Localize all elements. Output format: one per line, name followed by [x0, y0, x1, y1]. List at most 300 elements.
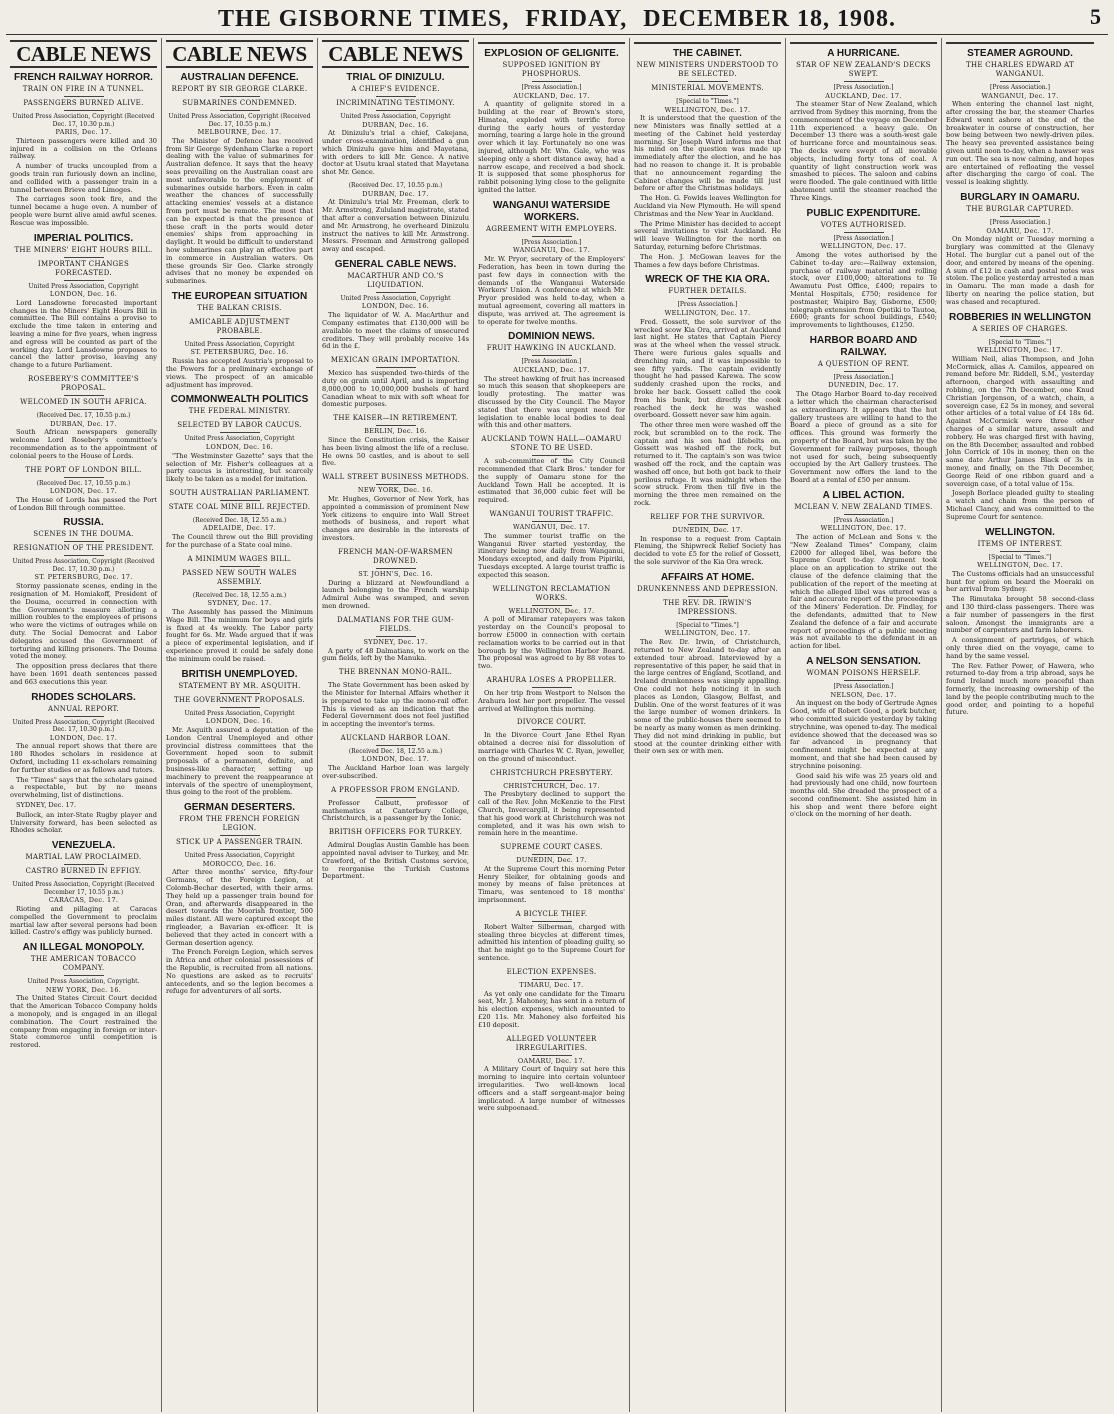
article-paragraph: After three months' service, fifty-four Germans, of the Foreign Legion, at Colomb-Bechar deserted, with their arms. They held up a passenger train bound for Oran, and afterwards disappeared in the desert towards the Moorish frontier, 500 miles distant. All were captured except the ringleader, a Bavarian ex-officer. It is believed that they acted in concert with a German desertion agency.: [166, 868, 313, 947]
article-paragraph: The carriages soon took fire, and the tunnel became a huge oven. A number of people were burnt alive amid awful scenes. Rescue was impossible.: [10, 195, 157, 227]
article: [322, 182, 469, 254]
article: [10, 233, 157, 370]
dateline: LONDON, Dec. 16.: [361, 302, 430, 311]
press-credit: United Press Association, Copyright: [184, 852, 295, 860]
press-credit: [Press Association.]: [521, 84, 582, 91]
article-paragraph: The House of Lords has passed the Port of London Bill through committee.: [10, 495, 157, 512]
dateline: MELBOURNE, Dec. 17.: [197, 128, 282, 136]
article-subheadline: MACARTHUR AND CO.'S LIQUIDATION.: [347, 271, 444, 289]
article-headline: IMPERIAL POLITICS.: [33, 232, 134, 244]
article-paragraph: South African newspapers generally welcome Lord Rosebery's committee's recommendation as to the appointment of colonial peers to the House of Lords.: [10, 428, 157, 460]
article-paragraph: The Assembly has passed the Minimum Wage Bill. The minimum for boys and girls is fixed at 4s weekly. The Labor party fought for 6s. Mr. Wade argued that it was a piece of experimental legislation, and if experience proved it could be safely done the minimum could be raised.: [166, 608, 313, 663]
column-6: [786, 38, 942, 1412]
press-credit: (Received Dec. 18, 12.55 a.m.): [192, 516, 287, 524]
article-paragraph: The action of McLean and Sons v. the "New Zealand Times" Company, claim £2000 for alleged libel, was before the Supreme Court to-day. Argument took place on an application to strike out the clause of the defence claiming that the publication of the report of the meeting at which the alleged libel was uttered was a fair and accurate report of the proceedings of the Miners' Federation. Dr. Findlay, for the defendants, admitted that to New Zealand the defence of a fair and accurate report of proceedings of a public meeting was not available to the defendant in an action for libel.: [790, 533, 937, 651]
divider: [532, 921, 572, 922]
article-paragraph: A number of trucks uncoupled from a goods train ran furiously down an incline, and collided with a passenger train in a tunnel between Brieve and Limoges.: [10, 162, 157, 194]
press-credit: United Press Association, Copyright.: [27, 978, 140, 986]
article: [634, 48, 781, 269]
press-credit: [Press Association.]: [990, 219, 1050, 227]
divider: [688, 298, 728, 299]
article-headline: WRECK OF THE KIA ORA.: [645, 274, 770, 286]
divider: [844, 371, 884, 372]
dateline: SYDNEY, Dec. 17.: [207, 599, 272, 608]
dateline: BERLIN, Dec. 16.: [364, 427, 427, 436]
divider: [532, 780, 572, 781]
article-subheadline: IMPORTANT CHANGES FORECASTED.: [37, 259, 130, 277]
article: [478, 585, 625, 671]
press-credit: [Press Association.]: [833, 516, 894, 524]
dateline: WELLINGTON, Dec. 17.: [977, 346, 1063, 355]
dateline: DURBAN, Dec. 17.: [50, 419, 117, 428]
article: [166, 802, 313, 996]
dateline: LONDON, Dec. 17.: [49, 733, 118, 742]
column-top-rule: [634, 42, 781, 44]
article-paragraph: Mr. W. Pryor, secretary of the Employers' Federation, has been in town during the past few days in connection with the demands of the Wanganui Waterside Workers' Union. A conference at which Mr. Pryor presided was held to-day, when a mutual agreement, covering all matters in dispute, was arrived at. The agreement is to operate for twelve months.: [478, 255, 625, 326]
divider: [376, 110, 416, 111]
article: [322, 259, 469, 351]
divider: [220, 835, 260, 836]
article: [634, 572, 781, 756]
article-paragraph: A Military Court of Inquiry sat here this morning to inquire into certain volunteer irregularities. Two well-known local officers and a staff sergeant-major being implicated. A large number of witnesses were subpoenaed.: [478, 1065, 625, 1113]
divider: [376, 96, 416, 97]
article-headline: WELLINGTON.: [985, 526, 1055, 538]
article-paragraph: Admiral Douglas Austin Gamble has been appointed naval adviser to Turkey, and Mr. Crawford, of the British Customs service, to reorganise the Turkish Customs Department.: [322, 841, 469, 881]
article-headline: AN ILLEGAL MONOPOLY.: [22, 942, 145, 954]
divider: [376, 679, 416, 680]
article: [10, 375, 157, 460]
article-paragraph: During a blizzard at Newfoundland a launch belonging to the French warship Admiral Aube was swamped, and seven men drowned.: [322, 578, 469, 610]
article-subheadline: FURTHER DETAILS.: [668, 287, 747, 296]
divider: [64, 716, 104, 717]
article-paragraph: The other three men were washed off the rock, but scrambled on to the rock. The captain and his son had lifebelts on. Gossett was washed off the rock, but returned to it. The captain's son was twice washed off the rock, and the captain was washed off once, but both got back to their perilous refuge. It was midnight when the scow struck. From then till five in the morning the three men remained on the rock.: [634, 421, 781, 508]
dateline: WELLINGTON, Dec. 17.: [664, 308, 751, 317]
article-paragraph: The Otago Harbor Board to-day received a letter which the chairman characterised as extraordinary. It appears that the hut gallery trustees are willing to hand to the Board a piece of ground as a site for offices. This ground was formerly the property of the Board, but was taken by the Government for railway purposes, though not used for such, being subsequently occupied by the Art Gallery trustees. The Government now offers the land to the Board at a rental of £50 per annum.: [790, 390, 937, 484]
article-paragraph: A poll of Miramar ratepayers was taken yesterday on the Council's proposal to borrow £5000 in connection with certain reclamation works to be carried out in that borough by the Wellington Harbor Board. The proposal was agreed to by 88 votes to two.: [478, 615, 625, 671]
press-credit: United Press Association, Copyright: [184, 435, 295, 443]
article-paragraph: Lord Lansdowne forecasted important changes in the Miners' Eight Hours Bill in committee. The Bill contains a proviso to exclude the time taken in entering and leaving a mine for five years, when ingress and egress will be counted as part of the working day. Lord Lansdowne proposes to cancel the latter proviso, leaving any change to a future Parliament.: [10, 298, 157, 370]
article-paragraph: The French Foreign Legion, which serves in Africa and other colonial possessions of the Republic, is recruited from all nations. No questions are asked as to recruits' antecedents, and so the legion becomes a refuge for adventurers of all sorts.: [166, 948, 313, 996]
dateline: WELLINGTON, Dec. 17.: [977, 561, 1063, 570]
article-paragraph: The Hon. G. Fowlds leaves Wellington for Auckland via New Plymouth. He will spend Christmas and the New Year in Auckland.: [634, 194, 781, 218]
article-subheadline: PASSED NEW SOUTH WALES ASSEMBLY.: [182, 568, 297, 586]
article-subheadline: ITEMS OF INTEREST.: [977, 539, 1063, 548]
divider: [688, 524, 728, 525]
dateline: DURBAN, Dec. 16.: [362, 120, 429, 129]
article-subheadline: SOUTH AUSTRALIAN PARLIAMENT.: [169, 488, 310, 497]
dateline: WELLINGTON, Dec. 17.: [820, 242, 907, 251]
article-subheadline: RELIEF FOR THE SURVIVOR.: [649, 512, 766, 521]
article: [478, 843, 625, 905]
article-paragraph: The opposition press declares that there have been 1691 death sentences passed and 663 executions this year.: [10, 662, 157, 686]
press-credit: (Received Dec. 17, 10.55 p.m.): [36, 479, 131, 487]
article-headline: GENERAL CABLE NEWS.: [334, 258, 457, 270]
dateline: LONDON, Dec. 17.: [49, 487, 118, 496]
article-paragraph: In the Divorce Court Jane Ethel Ryan obtained a decree nisi for dissolution of marriage with Charles W. C. Ryan, jeweller, on the ground of misconduct.: [478, 731, 625, 763]
article: [322, 828, 469, 881]
divider: [220, 110, 260, 111]
article: [10, 466, 157, 513]
article: [322, 548, 469, 611]
column-7: [942, 38, 1098, 1412]
article-paragraph: The Rimutaka brought 58 second-class and 130 third-class passengers. There was a fair number of passengers in the first saloon. Amongst the immigrants are a number of carpenters and farm laborers.: [946, 595, 1094, 635]
divider: [1000, 216, 1040, 217]
article-paragraph: Russia has accepted Austria's proposal to the Powers for a preliminary exchange of views. The prospect of an amicable adjustment has improved.: [166, 357, 313, 389]
divider: [688, 81, 728, 82]
dateline: OAMARU, Dec. 17.: [517, 1056, 586, 1065]
article: [946, 48, 1094, 187]
dateline: DURBAN, Dec. 17.: [362, 189, 429, 198]
article: [166, 555, 313, 664]
article: [322, 786, 469, 823]
article-paragraph: William Neil, alias Thompson, and John McCormick, alias A. Camilos, appeared on remand before Mr. Riddell, S.M., yesterday afternoon, charged with assaulting and robbing, on the 7th December, one Knud Christian Jorgenson, of a watch, chain, a sovereign case, £2 5s in money, and several other articles of a total value of £4 18s 6d. Against McCormick were three other charges of a similar nature, assault and robbery. He was charged first with having, on the 8th December, assaulted and robbed John Corrick of 10s in money, then on the same date Arthur James Black of 3s in money, and finally, on the 7th December, George Reid of one ribbon guard and a sovereign case, of a total value of 15s.: [946, 354, 1094, 488]
article-paragraph: The annual report shows that there are 180 Rhodes scholars in residence at Oxford, including 11 ex-scholars remaining for further studies or as fellows and tutors.: [10, 742, 157, 774]
article-paragraph: Rioting and pillaging at Caracas compelled the Government to proclaim martial law after several persons had been killed. Castro's effigy was publicly burned.: [10, 904, 157, 937]
article-paragraph: A quantity of gelignite stored in a building at the rear of Brown's store, Himatea, exploded with terrific force during the early hours of yesterday morning, tearing a large hole in the ground over which it lay. Fortunately no one was injured, although Mr. Wm. Gale, who was sleeping only a short distance away, had a narrow escape, and received a bad shock. It is supposed that some phosphorus for rabbit poisoning lying close to the gelignite ignited the latter.: [478, 100, 625, 195]
article-paragraph: The State Government has been asked by the Minister for Internal Affairs whether it is prepared to take up the mono-rail offer. This is viewed as an indication that the Federal Government does not feel justified in accepting the inventor's terms.: [322, 681, 469, 729]
dateline: SYDNEY, Dec. 17.: [363, 637, 428, 646]
article-subheadline: WELLINGTON RECLAMATION WORKS.: [492, 584, 611, 602]
article: [322, 72, 469, 177]
dateline: ST. PETERSBURG, Dec. 16.: [190, 348, 289, 357]
press-credit: United Press Association, Copyright (Received Dec. 17, 10.30 p.m.): [12, 718, 155, 734]
divider: [220, 432, 260, 433]
article-subheadline: MARTIAL LAW PROCLAIMED.: [25, 853, 142, 862]
dateline: NEW YORK, Dec. 16.: [45, 985, 122, 994]
column-3: [318, 38, 474, 1412]
column-heading: CABLE NEWS: [166, 40, 313, 68]
dateline: MOROCCO, Dec. 16.: [202, 859, 277, 868]
divider: [532, 979, 572, 980]
divider: [532, 1055, 572, 1056]
article-headline: WANGANUI WATERSIDE WORKERS.: [492, 199, 611, 223]
article-subheadline: DIVORCE COURT.: [516, 718, 587, 727]
article-paragraph: When entering the channel last night, after crossing the bar, the steamer Charles Edward went ashore at the end of the breakwater in course of construction, her bow being between two newly-driven piles. The heavy sea prevented assistance being given until noon to-day, when a hawser was run out. The sea is now calming, and hopes are entertained of refloating the vessel after discharging the cargo of coal. The vessel is leaking slightly.: [946, 100, 1094, 187]
article: [322, 473, 469, 543]
article-subheadline: SUPPOSED IGNITION BY PHOSPHORUS.: [502, 61, 601, 78]
press-credit: (Received Dec. 17, 10.55 p.m.): [36, 412, 131, 420]
press-credit: [Special to "Times."]: [676, 98, 739, 105]
article-subheadline: THE FEDERAL MINISTRY.: [188, 407, 291, 416]
dateline: NELSON, Dec. 17.: [830, 690, 897, 699]
divider: [844, 514, 884, 515]
divider: [220, 589, 260, 590]
dateline: WELLINGTON, Dec. 17.: [820, 524, 907, 533]
article: [166, 72, 313, 286]
article-subheadline: ANNUAL REPORT.: [48, 704, 119, 713]
press-credit: [Special to "Times."]: [676, 621, 739, 629]
divider: [532, 521, 572, 522]
article-subheadline: A PROFESSOR FROM ENGLAND.: [331, 785, 460, 794]
article-subheadline: STATE COAL MINE BILL REJECTED.: [168, 502, 311, 511]
article-subheadline: PASSENGERS BURNED ALIVE.: [23, 99, 144, 107]
article-paragraph: The Prime Minister has decided to accept several invitations to visit Auckland. He will leave Wellington for the north on Saturday, returning before Christmas.: [634, 219, 781, 252]
article-subheadline: SUBMARINES CONDEMNED.: [182, 99, 297, 107]
divider: [220, 500, 260, 501]
article-paragraph: It is understood that the question of the new Ministers was finally settled at a meeting of the Cabinet held yesterday morning. Sir Joseph Ward informs me that his mind on the question was made up immediately after the election, and he has had no reason to change it. It is probable that no announcement regarding the Cabinet changes will be made till just before or after the Christmas holidays.: [634, 114, 781, 193]
article: [478, 331, 625, 430]
column-heading: CABLE NEWS: [10, 40, 157, 68]
divider: [64, 975, 104, 976]
article: [322, 356, 469, 409]
column-5: [630, 38, 786, 1412]
article-paragraph: Fred. Gossett, the sole survivor of the wrecked scow Kia Ora, arrived at Auckland last night. He states that Captain Piercy was at the wheel when the vessel struck. There were furious gales squalls and drenching rain, and it was impossible to see fifty yards. The captain evidently thought he had passed Karewa. The scow suddenly crashed upon the rocks, and broke her back. Gossett called the cook from his bunk, but directly the cook reached the deck he was washed overboard. Gossett never saw him again.: [634, 317, 781, 420]
article: [10, 72, 157, 228]
divider: [688, 619, 728, 620]
dateline: WELLINGTON, Dec. 17.: [508, 606, 595, 615]
press-credit: [Press Association.]: [990, 84, 1050, 91]
divider: [64, 477, 104, 478]
article-paragraph: As yet only one candidate for the Timaru seat, Mr. J. Mahoney, has sent in a return of his election expenses, which amounted to £20 11s. Mr. Mahoney also forfeited his £10 deposit.: [478, 989, 625, 1029]
article: [634, 274, 781, 507]
divider: [688, 596, 728, 597]
article-subheadline: ARAHURA LOSES A PROPELLER.: [486, 675, 617, 684]
article-subheadline: STICK UP A PASSENGER TRAIN.: [176, 838, 303, 847]
article-subheadline: THE MINERS' EIGHT HOURS BILL.: [14, 245, 153, 254]
article-headline: BURGLARY IN OAMARU.: [960, 192, 1080, 204]
divider: [64, 864, 104, 865]
article-subheadline: INCRIMINATING TESTIMONY.: [336, 99, 455, 107]
article: [634, 513, 781, 567]
article-paragraph: The summer tourist traffic on the Wanganui River started yesterday, the itinerary being now daily from Wanganui, Mondays excepted, and daily from Pipiriki, Tuesdays excepted. A large tourist traffic is expected this season.: [478, 531, 625, 579]
article-paragraph: Since the Constitution crisis, the Kaiser has been living almost the life of a recluse. He owns 50 castles, and is about to sell five.: [322, 436, 469, 468]
article-paragraph: Joseph Borlace pleaded guilty to stealing a watch and chain from the person of Michael Clancy, and was committed to the Supreme Court for sentence.: [946, 489, 1094, 521]
divider: [376, 568, 416, 569]
article-subheadline: AUCKLAND TOWN HALL—OAMARU STONE TO BE USED.: [481, 435, 622, 453]
article-headline: HARBOR BOARD AND RAILWAY.: [809, 334, 918, 358]
divider: [844, 232, 884, 233]
divider: [1000, 336, 1040, 337]
article-subheadline: ELECTION EXPENSES.: [506, 967, 597, 976]
press-credit: (Received Dec. 18, 12.55 a.m.): [192, 591, 287, 599]
article: [946, 527, 1094, 718]
article-paragraph: At Dinizulu's trial Mr. Freeman, clerk to Mr. Armstrong, Zululand magistrate, stated that after a conversation between Dinizulu and Mr. Armstrong, he overheard Dinizulu instruct the natives to kill Mr. Armstrong. Messrs. Freeman and Armstrong galloped away and escaped.: [322, 198, 469, 254]
press-credit: [Special to "Times."]: [988, 553, 1052, 561]
article: [790, 656, 937, 819]
dateline: DUNEDIN, Dec. 17.: [672, 525, 743, 534]
dateline: LONDON, Dec. 16.: [205, 717, 274, 726]
article-headline: TRIAL OF DINIZULU.: [346, 72, 445, 83]
dateline: LONDON, Dec. 16.: [205, 442, 274, 451]
article-subheadline: FROM THE FRENCH FOREIGN LEGION.: [179, 815, 300, 833]
article: [790, 490, 937, 651]
press-credit: (Received Dec. 18, 12.55 a.m.): [348, 747, 443, 755]
article-subheadline: STATEMENT BY MR. ASQUITH.: [178, 681, 301, 690]
article-headline: A HURRICANE.: [827, 48, 900, 59]
article-paragraph: Stormy passionate scenes, ending in the resignation of M. Homiakoff, President of the Douma, occurred in connection with the Government's measure allotting a million roubles to the employees of prisons who were the victims of outrages while on duty. The Social Democrat and Labor delegates accused the Government of torturing and killing prisoners. The Douma voted the money.: [10, 582, 157, 661]
article-paragraph: Good said his wife was 25 years old and had previously had one child, now fourteen months old. She dreaded the prospect of a second confinement. She assisted him in his shop and went there before eight o'clock on the morning of her death.: [790, 771, 937, 819]
divider: [64, 257, 104, 258]
article-paragraph: Thirteen passengers were killed and 30 injured in a collision on the Orleans railway.: [10, 136, 157, 161]
article-subheadline: FRUIT HAWKING IN AUCKLAND.: [486, 344, 617, 353]
masthead-date: DECEMBER 18, 1908.: [643, 5, 896, 32]
press-credit: [Press Association.]: [677, 301, 738, 309]
article-subheadline: CASTRO BURNED IN EFFIGY.: [25, 867, 142, 876]
article-subheadline: VOTES AUTHORISED.: [820, 220, 907, 229]
article: [166, 394, 313, 483]
press-credit: [Press Association.]: [521, 238, 582, 246]
divider: [376, 292, 416, 293]
article-subheadline: WALL STREET BUSINESS METHODS.: [322, 473, 469, 482]
article-paragraph: The Presbytery declined to support the call of the Rev. John McKenzie to the First Church, Invercargill, it being represented that his good work at Christchurch was not completed, and it was his own wish to remain here in the meantime.: [478, 790, 625, 838]
press-credit: United Press Association, Copyright (Received Dec. 17, 10.30 p.m.): [12, 558, 155, 573]
article: [478, 769, 625, 839]
press-credit: United Press Association, Copyright (Received Dec. 17, 10.30 p.m.): [12, 113, 155, 128]
article-paragraph: A sub-committee of the City Council recommended that Clark Bros.' tender for the supply of Oamaru stone for the Auckland Town Hall be accepted. It is estimated that 36,000 cubic feet will be required.: [478, 457, 625, 505]
article-paragraph: The Council threw out the Bill providing for the purchase of a State coal mine.: [166, 533, 313, 549]
dateline: AUCKLAND, Dec. 17.: [513, 365, 590, 374]
article: [478, 1035, 625, 1114]
article-headline: EXPLOSION OF GELIGNITE.: [484, 48, 619, 59]
article-subheadline: CHRISTCHURCH PRESBYTERY.: [490, 768, 613, 777]
article: [478, 200, 625, 326]
divider: [376, 839, 416, 840]
article-subheadline: SCENES IN THE DOUMA.: [33, 530, 134, 539]
article-subheadline: FRENCH MAN-OF-WARSMEN DROWNED.: [338, 547, 453, 565]
article-headline: PUBLIC EXPENDITURE.: [806, 207, 921, 219]
press-credit: (Received Dec. 17, 10.55 p.m.): [348, 182, 443, 190]
article-paragraph: The Rev. Father Power, of Hawera, who returned to-day from a trip abroad, says he found Ireland much more peaceful than formerly, the increasing ownership of the land by the people contributing much to the good order, and pointing to a hopeful future.: [946, 661, 1094, 717]
article: [946, 312, 1094, 522]
article-subheadline: AUCKLAND HARBOR LOAN.: [340, 733, 451, 742]
article-headline: VENEZUELA.: [51, 840, 116, 852]
article-headline: A NELSON SENSATION.: [806, 656, 921, 668]
article-subheadline: MCLEAN V. NEW ZEALAND TIMES.: [794, 502, 933, 511]
article-paragraph: On her trip from Westport to Nelson the Arahura lost her port propeller. The vessel arrived at Wellington this morning.: [478, 688, 625, 713]
article-subheadline: THE AMERICAN TOBACCO COMPANY.: [30, 955, 137, 973]
divider: [220, 849, 260, 850]
divider: [1000, 551, 1040, 552]
article-headline: COMMONWEALTH POLITICS: [170, 394, 309, 406]
article: [478, 910, 625, 963]
divider: [376, 484, 416, 485]
divider: [532, 355, 572, 356]
divider: [64, 96, 104, 97]
divider: [220, 514, 260, 515]
divider: [64, 409, 104, 410]
article-subheadline: SELECTED BY LABOR CAUCUS.: [177, 421, 302, 430]
article: [478, 676, 625, 713]
article-paragraph: Bullock, an inter-State Rugby player and University forward, has been selected as Rhodes scholar.: [10, 810, 157, 835]
article-headline: THE CABINET.: [673, 48, 742, 59]
dateline: WANGANUI, Dec. 17.: [512, 246, 591, 255]
divider: [64, 555, 104, 556]
dateline: CARACAS, Dec. 17.: [48, 896, 119, 905]
article: [478, 968, 625, 1030]
column-top-rule: [790, 42, 937, 44]
masthead-day: FRIDAY,: [525, 5, 628, 32]
article: [946, 192, 1094, 306]
article: [478, 510, 625, 580]
divider: [532, 687, 572, 688]
divider: [64, 395, 104, 396]
article-paragraph: Professor Calbutt, professor of mathematics at Canterbury College, Christchurch, is a passenger by the Ionic.: [322, 798, 469, 823]
divider: [532, 729, 572, 730]
press-credit: United Press Association, Copyright: [340, 294, 451, 302]
article-paragraph: Mr. Hughes, Governor of New York, has appointed a commission of prominent New York citizens to enquire into Wall Street methods of business, and report what changes are desirable in the interests of investors.: [322, 495, 469, 542]
article-headline: BRITISH UNEMPLOYED.: [181, 668, 298, 680]
article: [10, 692, 157, 836]
dateline: WELLINGTON, Dec. 17.: [664, 629, 751, 638]
article-subheadline: DALMATIANS FOR THE GUM-FIELDS.: [337, 615, 454, 633]
article-paragraph: A consignment of partridges, of which only three died on the voyage, came to hand by the same vessel.: [946, 636, 1094, 660]
article-subheadline: SUPREME COURT CASES.: [500, 843, 603, 852]
article-paragraph: Among the votes authorised by the Cabinet to-day are:—Railway extension, purchase of railway material and rolling stock, over £100,000; alterations to Te Awamutu Post Office, £400; repairs to Mental Hospitals, £750; residence for postmaster, Waipiro Bay, Gisborne, £500; telegraph extension from Opotiki to Tautoa, £600; grants for school buildings, £540; improvements to lighthouses, £1250.: [790, 250, 937, 330]
article-headline: STEAMER AGROUND.: [967, 48, 1073, 59]
article: [790, 335, 937, 485]
dateline: CHRISTCHURCH, Dec. 17.: [503, 781, 600, 790]
article-subheadline: WANGANUI TOURIST TRAFFIC.: [489, 509, 614, 518]
article-paragraph: The Rev. Dr. Irwin, of Christchurch, returned to New Zealand to-day after an extended tour abroad. Interviewed by a representative of this paper, he said that in the large centres of England, Scotland, and Ireland drunkenness was simply appalling. One could not help noticing it in such places as London, Glasgow, Belfast, and Dublin. One of the worst features of it was the large number of women drinkers. In some of the public-houses there seemed to be nearly as many women as men drinking. They did not mind drinking in public, but stood at the counter drinking either with their own sex or with men.: [634, 638, 781, 756]
article-headline: THE EUROPEAN SITUATION: [171, 290, 308, 302]
dateline: TIMARU, Dec. 17.: [519, 980, 584, 989]
page-number: 5: [1090, 4, 1102, 29]
article-subheadline: THE BRENNAN MONO-RAIL.: [338, 668, 453, 677]
article-paragraph: The liquidator of W. A. MacArthur and Company estimates that £130,000 will be available to meet the claims of unsecured creditors. They will probably receive 14s 6d in the £.: [322, 311, 469, 351]
article: [322, 734, 469, 781]
article-subheadline: NEW MINISTERS UNDERSTOOD TO BE SELECTED.: [636, 61, 779, 78]
divider: [220, 693, 260, 694]
divider: [220, 418, 260, 419]
article-subheadline: A SERIES OF CHARGES.: [972, 324, 1068, 333]
dateline: ADELAIDE, Dec. 17.: [203, 524, 276, 533]
article-headline: AUSTRALIAN DEFENCE.: [180, 72, 299, 83]
divider: [64, 541, 104, 542]
divider: [844, 81, 884, 82]
article-subheadline: THE BALKAN CRISIS.: [197, 303, 282, 312]
press-credit: United Press Association, Copyright (Received Dec. 17, 10.55 p.m.): [168, 113, 311, 128]
divider: [532, 81, 572, 82]
article-paragraph: An inquest on the body of Gertrude Agnes Good, wife of Robert Good, a pork butcher, who committed suicide yesterday by taking strychnine, was opened to-day. The medical evidence showed that the deceased was so far advanced in pregnancy that confinement might be expected at any moment, and that she had been caused by strychnine poisoning.: [790, 699, 938, 770]
article-subheadline: DRUNKENNESS AND DEPRESSION.: [636, 584, 779, 593]
article: [790, 208, 937, 330]
dateline: WANGANUI, Dec. 17.: [512, 522, 591, 531]
masthead-title: THE GISBORNE TIMES,: [218, 5, 510, 32]
article-paragraph: SYDNEY, Dec. 17.: [16, 800, 76, 809]
article-subheadline: ALLEGED VOLUNTEER IRREGULARITIES.: [506, 1034, 597, 1052]
press-credit: United Press Association, Copyright: [184, 340, 295, 348]
article: [166, 489, 313, 550]
article-subheadline: WELCOMED IN SOUTH AFRICA.: [20, 398, 147, 407]
dateline: LONDON, Dec. 17.: [361, 755, 430, 764]
divider: [1000, 81, 1040, 82]
article-subheadline: THE PORT OF LONDON BILL.: [25, 465, 142, 474]
divider: [376, 636, 416, 637]
article: [478, 718, 625, 763]
article-headline: AFFAIRS AT HOME.: [660, 571, 755, 583]
dateline: NEW YORK, Dec. 16.: [357, 486, 434, 495]
article-paragraph: At the Supreme Court this morning Peter Henry Sleiker, for obtaining goods and money by means of false pretences at Timaru, was sentenced to 18 months' imprisonment.: [478, 864, 625, 905]
article-headline: ROBBERIES IN WELLINGTON: [948, 311, 1092, 323]
press-credit: United Press Association, Copyright (Received December 17, 10.55 p.m.): [12, 881, 155, 896]
article-subheadline: REPORT BY SIR GEORGE CLARKE.: [171, 85, 308, 93]
divider: [376, 797, 416, 798]
article: [10, 840, 157, 937]
press-credit: United Press Association, Copyright: [184, 709, 295, 717]
press-credit: [Press Association.]: [833, 84, 894, 91]
column-2: [162, 38, 318, 1412]
column-heading: CABLE NEWS: [322, 40, 469, 68]
article-subheadline: THE KAISER—IN RETIREMENT.: [333, 414, 458, 423]
dateline: WANGANUI, Dec. 17.: [981, 91, 1059, 100]
article-subheadline: THE REV. DR. IRWIN'S IMPRESSIONS.: [663, 598, 752, 616]
article-subheadline: AGREEMENT WITH EMPLOYERS.: [485, 224, 618, 233]
dateline: OAMARU, Dec. 17.: [986, 226, 1054, 235]
divider: [64, 878, 104, 879]
article-subheadline: WOMAN POISONS HERSELF.: [806, 669, 921, 678]
article: [478, 435, 625, 505]
article-headline: GERMAN DESERTERS.: [183, 802, 296, 814]
